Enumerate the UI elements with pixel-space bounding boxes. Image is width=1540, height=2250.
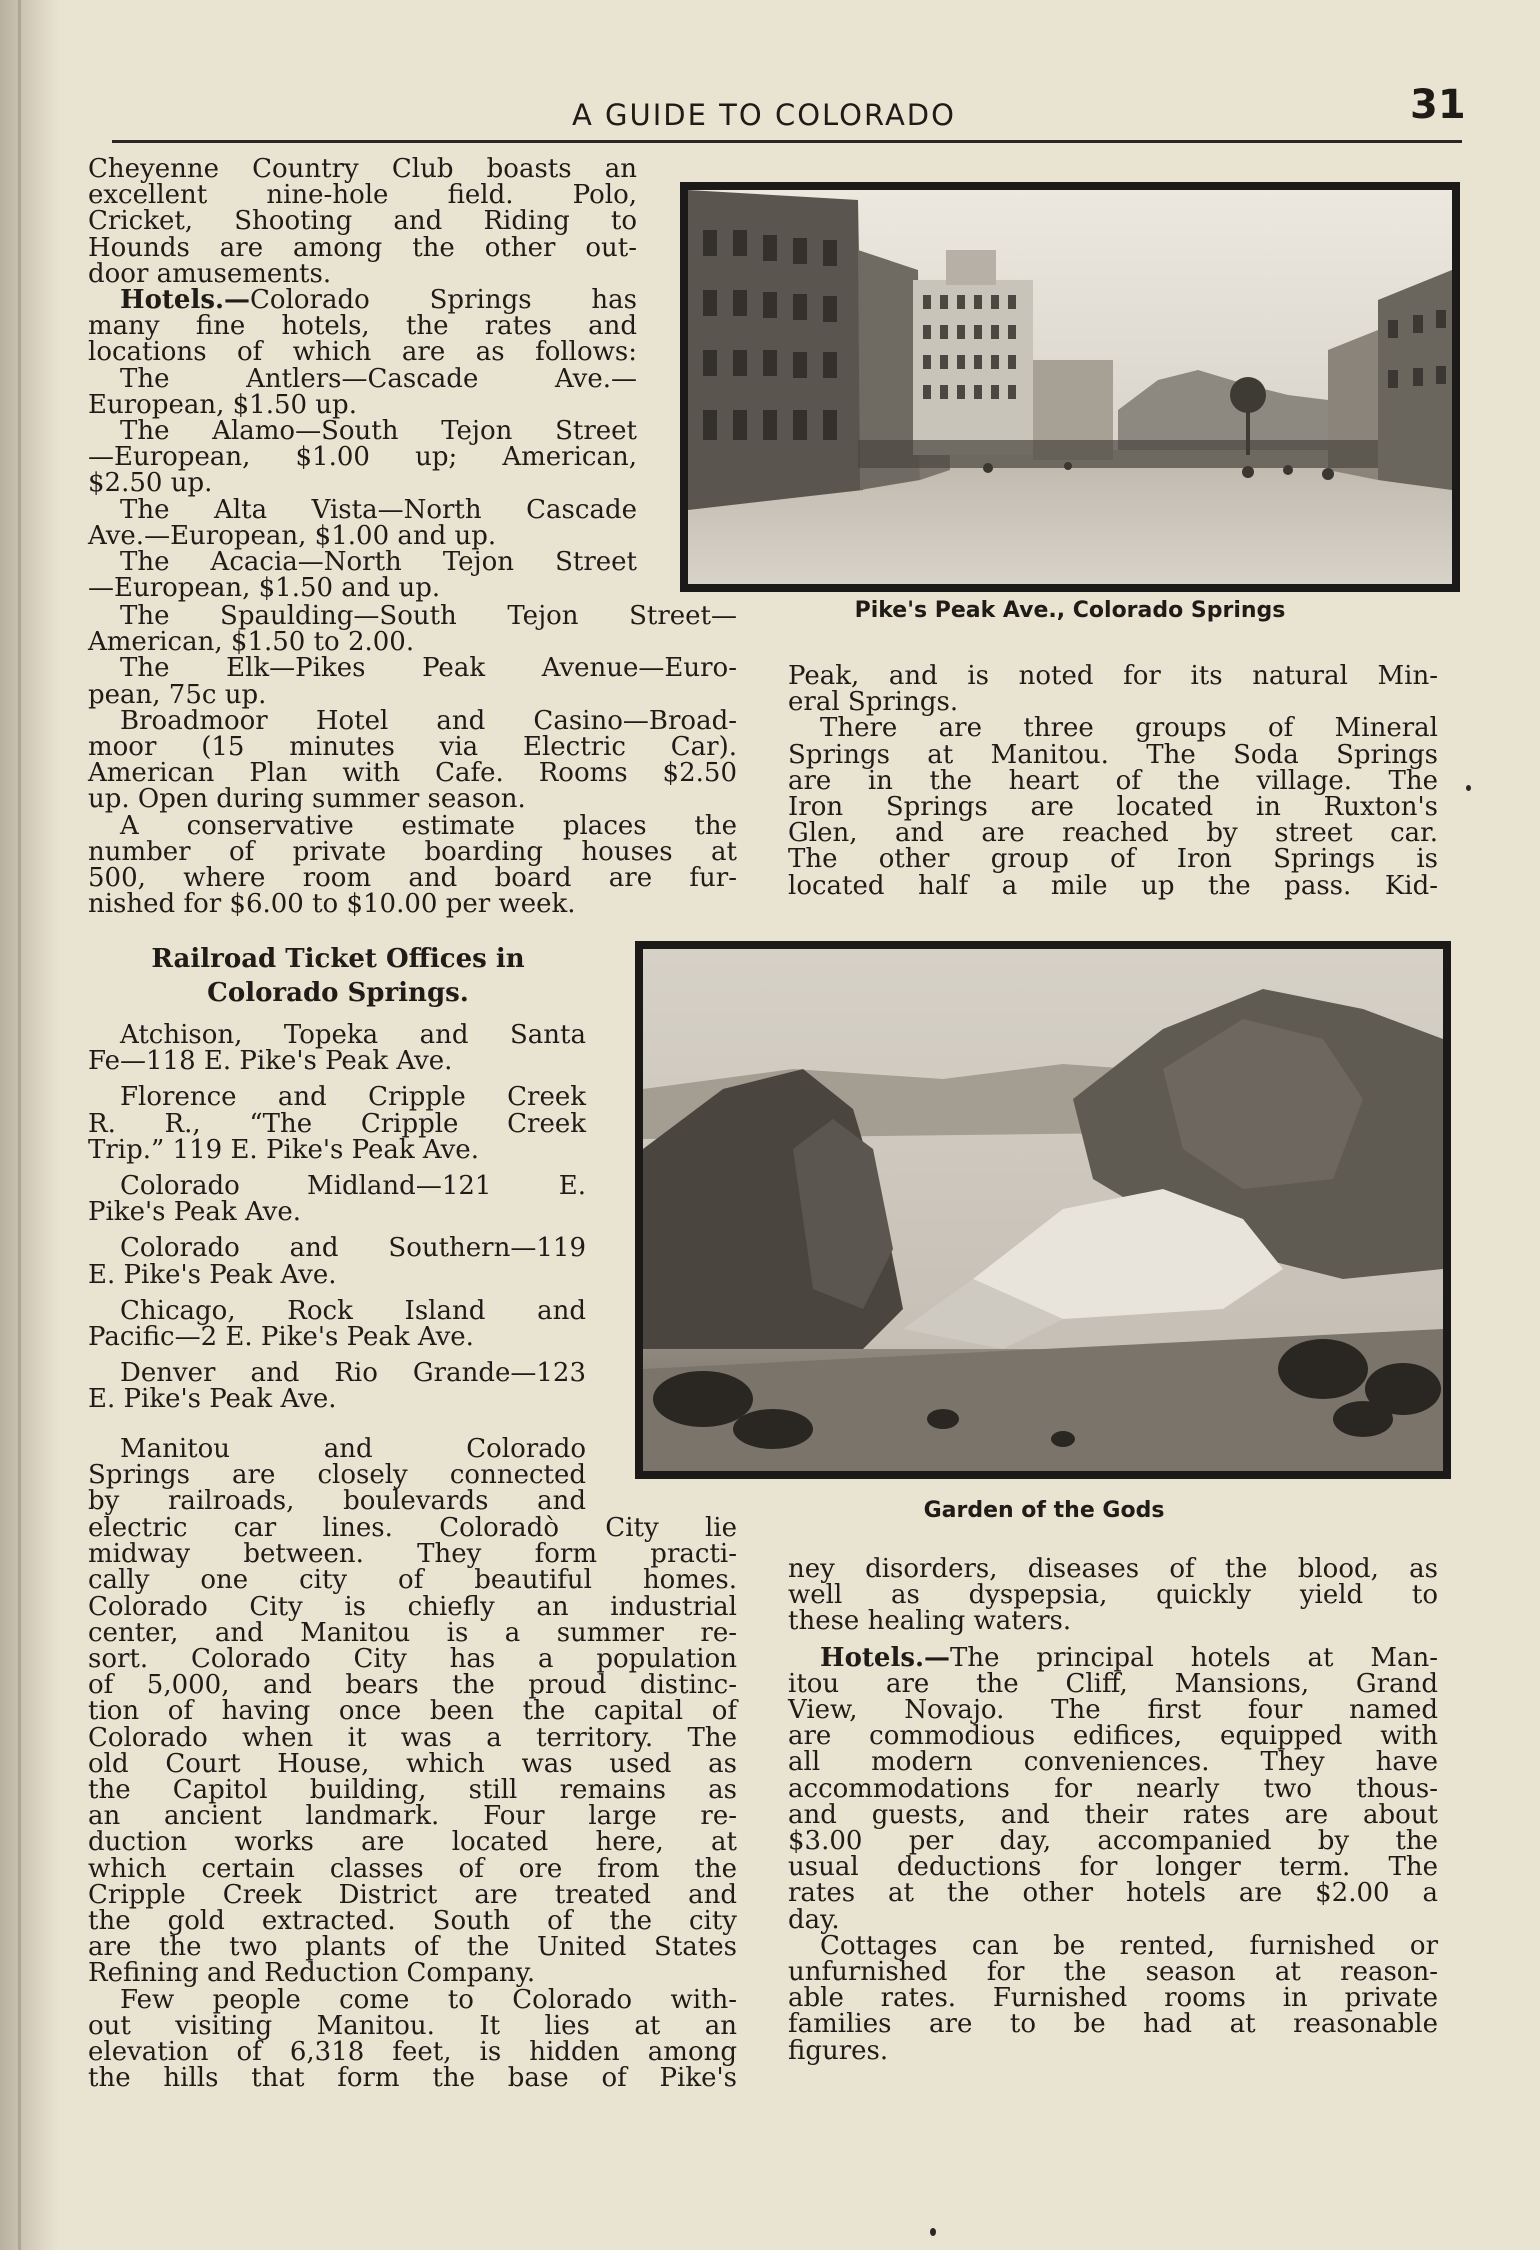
line-text: out visiting Manitou. It lies at an xyxy=(88,2010,737,2041)
street-photo xyxy=(680,182,1460,592)
right-column-manitou-hotels-text xyxy=(788,1556,1438,2064)
text-line xyxy=(788,1606,1438,1637)
running-head: A GUIDE TO COLORADO xyxy=(572,98,956,132)
line-text: Atchison, Topeka and Santa xyxy=(120,1020,586,1050)
text-line xyxy=(88,1197,586,1228)
line-text: The Elk—Pikes Peak Avenue—Euro- xyxy=(120,653,737,684)
line-text: Pacific—2 E. Pike's Peak Ave. xyxy=(88,1322,474,1353)
text-line xyxy=(88,2063,737,2094)
line-text: eral Springs. xyxy=(788,687,959,718)
text-line xyxy=(88,1082,586,1113)
text-line xyxy=(88,1644,737,1675)
line-text: cally one city of beautiful homes. xyxy=(88,1565,737,1596)
text-line xyxy=(88,363,637,394)
text-line xyxy=(88,1046,586,1077)
line-text: are commodious edifices, equipped with xyxy=(788,1721,1438,1752)
text-line xyxy=(88,2010,737,2041)
text-line xyxy=(788,1799,1438,1830)
page-fold xyxy=(18,0,21,2250)
print-speck xyxy=(1466,785,1471,791)
text-line xyxy=(88,442,637,473)
line-text: midway between. They form practi- xyxy=(88,1539,737,1570)
text-line xyxy=(88,863,737,894)
line-text: door amusements. xyxy=(88,258,332,289)
line-text: Cheyenne Country Club boasts an xyxy=(88,154,637,184)
text-line xyxy=(88,1108,586,1139)
text-line xyxy=(88,1801,737,1832)
line-text: Denver and Rio Grande—123 xyxy=(120,1358,586,1389)
text-line xyxy=(788,1668,1438,1699)
line-text: The Spaulding—South Tejon Street— xyxy=(120,601,737,631)
text-line xyxy=(88,784,737,815)
text-line xyxy=(88,1775,737,1806)
line-text: up. Open during summer season. xyxy=(88,784,526,815)
text-line xyxy=(88,603,737,629)
line-text: Iron Springs are located in Ruxton's xyxy=(788,792,1438,823)
text-line xyxy=(88,206,637,237)
line-text: families are to be had at reasonable xyxy=(788,2009,1438,2040)
text-line xyxy=(88,1748,737,1779)
text-line xyxy=(88,758,737,789)
line-text: Springs at Manitou. The Soda Springs xyxy=(788,739,1438,770)
line-text: day. xyxy=(788,1904,840,1935)
line-text: nished for $6.00 to $10.00 per week. xyxy=(88,889,576,920)
text-line xyxy=(88,732,737,763)
text-line xyxy=(88,1722,737,1753)
text-line xyxy=(788,1904,1438,1935)
text-line xyxy=(88,1853,737,1884)
print-speck xyxy=(930,2228,936,2236)
text-line xyxy=(88,1827,737,1858)
text-line xyxy=(88,679,737,710)
text-line xyxy=(788,1930,1438,1961)
line-text: Trip.” 119 E. Pike's Peak Ave. xyxy=(88,1134,479,1165)
line-text: The Acacia—North Tejon Street xyxy=(120,547,637,578)
line-text: Manitou and Colorado xyxy=(120,1434,586,1464)
line-text: number of private boarding houses at xyxy=(88,836,737,867)
text-line xyxy=(88,156,637,182)
text-line xyxy=(88,1984,737,2015)
street-photo-caption: Pike's Peak Ave., Colorado Springs xyxy=(854,598,1286,623)
text-line xyxy=(88,1295,586,1326)
line-text: Cottages can be rented, furnished or xyxy=(820,1930,1438,1961)
railroad-offices-list xyxy=(88,1022,586,1413)
text-line xyxy=(788,1695,1438,1726)
line-text: E. Pike's Peak Ave. xyxy=(88,1384,337,1415)
line-text: which certain classes of ore from the xyxy=(88,1853,737,1884)
line-text: American, $1.50 to 2.00. xyxy=(88,627,415,658)
line-text: —European, $1.50 and up. xyxy=(88,573,441,604)
text-line xyxy=(88,1617,737,1648)
left-column-bottom-text-a xyxy=(88,1436,586,1515)
text-line xyxy=(88,573,637,604)
text-line xyxy=(88,468,637,499)
line-text: excellent nine-hole field. Polo, xyxy=(88,180,637,211)
text-line xyxy=(788,2035,1438,2066)
line-text: these healing waters. xyxy=(788,1606,1072,1637)
line-text: R. R., “The Cripple Creek xyxy=(88,1108,586,1139)
text-line xyxy=(88,1906,737,1937)
line-text: American Plan with Cafe. Rooms $2.50 xyxy=(88,758,737,789)
text-line xyxy=(88,494,637,525)
page-number: 31 xyxy=(1410,82,1466,128)
line-text: duction works are located here, at xyxy=(88,1827,737,1858)
line-text: able rates. Furnished rooms in private xyxy=(788,1983,1438,2014)
text-line xyxy=(88,285,637,316)
run-in-heading: Hotels.— xyxy=(120,285,251,316)
line-text: —European, $1.00 up; American, xyxy=(88,442,637,473)
line-text: the hills that form the base of Pike's xyxy=(88,2063,737,2094)
text-line xyxy=(88,416,637,447)
line-text: Colorado when it was a territory. The xyxy=(88,1722,737,1753)
line-text: Springs are closely connected xyxy=(88,1460,586,1491)
line-text: and guests, and their rates are about xyxy=(788,1799,1438,1830)
left-column-hotel-text xyxy=(88,601,737,920)
line-text: by railroads, boulevards and xyxy=(88,1486,586,1517)
text-line xyxy=(788,663,1438,689)
line-text: 500, where room and board are fur- xyxy=(88,863,737,894)
line-text: Colorado City is chiefly an industrial xyxy=(88,1591,737,1622)
line-text: of 5,000, and bears the proud distinc- xyxy=(88,1670,737,1701)
text-line xyxy=(88,1171,586,1202)
text-line xyxy=(88,1670,737,1701)
line-text: ney disorders, diseases of the blood, as xyxy=(788,1554,1438,1584)
line-text: electric car lines. Coloradò City lie xyxy=(88,1513,737,1543)
line-text: tion of having once been the capital of xyxy=(88,1696,737,1727)
line-text: The principal hotels at Man- xyxy=(950,1642,1438,1673)
line-text: Glen, and are reached by street car. xyxy=(788,818,1438,849)
line-text: Chicago, Rock Island and xyxy=(120,1295,586,1326)
text-line xyxy=(88,1233,586,1264)
left-column-bottom-text-b xyxy=(88,1513,737,2094)
line-text: Few people come to Colorado with- xyxy=(120,1984,737,2015)
text-line xyxy=(788,1747,1438,1778)
line-text: The Antlers—Cascade Ave.— xyxy=(120,363,637,394)
text-line xyxy=(788,1773,1438,1804)
text-line xyxy=(788,1642,1438,1673)
text-line xyxy=(788,2009,1438,2040)
left-column-top-text xyxy=(88,154,637,604)
railroad-heading-line2: Colorado Springs. xyxy=(207,978,469,1008)
line-text: $2.50 up. xyxy=(88,468,213,499)
line-text: all modern conveniences. They have xyxy=(788,1747,1438,1778)
line-text: Fe—118 E. Pike's Peak Ave. xyxy=(88,1046,453,1077)
text-line xyxy=(788,1852,1438,1883)
text-line xyxy=(88,1436,586,1462)
line-text: many fine hotels, the rates and xyxy=(88,311,637,342)
line-text: Cripple Creek District are treated and xyxy=(88,1879,737,1910)
text-line xyxy=(88,1486,586,1517)
right-column-springs-text xyxy=(788,663,1438,899)
line-text: Colorado Springs has xyxy=(250,285,637,316)
text-line xyxy=(88,1879,737,1910)
line-text: locations of which are as follows: xyxy=(88,337,637,368)
line-text: the gold extracted. South of the city xyxy=(88,1906,737,1937)
line-text: Pike's Peak Ave. xyxy=(88,1197,302,1228)
line-text: There are three groups of Mineral xyxy=(820,713,1438,744)
text-line xyxy=(788,870,1438,901)
garden-of-the-gods-illustration xyxy=(643,949,1443,1471)
line-text: Ave.—European, $1.00 and up. xyxy=(88,520,497,551)
line-text: well as dyspepsia, quickly yield to xyxy=(788,1580,1438,1611)
line-text: accommodations for nearly two thous- xyxy=(788,1773,1438,1804)
line-text: old Court House, which was used as xyxy=(88,1748,737,1779)
text-line xyxy=(788,765,1438,796)
text-line xyxy=(88,1259,586,1290)
text-line xyxy=(88,653,737,684)
text-line xyxy=(88,311,637,342)
line-text: View, Novajo. The first four named xyxy=(788,1695,1438,1726)
text-line xyxy=(788,1878,1438,1909)
text-line xyxy=(88,810,737,841)
text-line xyxy=(88,1384,586,1415)
line-text: European, $1.50 up. xyxy=(88,389,357,420)
line-text: figures. xyxy=(788,2035,889,2066)
text-line xyxy=(88,627,737,658)
text-line xyxy=(88,232,637,263)
street-scene-illustration xyxy=(688,190,1452,584)
line-text: Colorado Midland—121 E. xyxy=(120,1171,586,1202)
text-line xyxy=(88,705,737,736)
line-text: an ancient landmark. Four large re- xyxy=(88,1801,737,1832)
line-text: the Capitol building, still remains as xyxy=(88,1775,737,1806)
text-line xyxy=(88,337,637,368)
line-text: are the two plants of the United States xyxy=(88,1932,737,1963)
line-text: Broadmoor Hotel and Casino—Broad- xyxy=(120,705,737,736)
text-line xyxy=(88,889,737,920)
text-line xyxy=(788,1556,1438,1582)
line-text: Florence and Cripple Creek xyxy=(120,1082,586,1113)
line-text: Hounds are among the other out- xyxy=(88,232,637,263)
line-text: The other group of Iron Springs is xyxy=(788,844,1438,875)
header-rule xyxy=(112,140,1462,143)
text-line xyxy=(88,1539,737,1570)
text-line xyxy=(88,1322,586,1353)
line-text: Colorado and Southern—119 xyxy=(120,1233,586,1264)
text-line xyxy=(88,1022,586,1048)
line-text: rates at the other hotels are $2.00 a xyxy=(788,1878,1438,1909)
text-line xyxy=(88,1932,737,1963)
line-text: sort. Colorado City has a population xyxy=(88,1644,737,1675)
text-line xyxy=(88,2037,737,2068)
railroad-offices-heading xyxy=(88,942,588,1010)
line-text: elevation of 6,318 feet, is hidden among xyxy=(88,2037,737,2068)
line-text: center, and Manitou is a summer re- xyxy=(88,1617,737,1648)
run-in-heading: Hotels.— xyxy=(820,1642,951,1673)
text-line xyxy=(788,792,1438,823)
page-shadow xyxy=(0,0,60,2250)
text-line xyxy=(88,1958,737,1989)
line-text: The Alta Vista—North Cascade xyxy=(120,494,637,525)
line-text: usual deductions for longer term. The xyxy=(788,1852,1438,1883)
line-text: E. Pike's Peak Ave. xyxy=(88,1259,337,1290)
garden-photo-caption: Garden of the Gods xyxy=(923,1498,1165,1523)
text-line xyxy=(788,1957,1438,1988)
text-line xyxy=(88,180,637,211)
text-line xyxy=(788,739,1438,770)
line-text: Cricket, Shooting and Riding to xyxy=(88,206,637,237)
text-line xyxy=(788,818,1438,849)
text-line xyxy=(88,1358,586,1389)
text-line xyxy=(88,258,637,289)
text-line xyxy=(88,547,637,578)
line-text: unfurnished for the season at reason- xyxy=(788,1957,1438,1988)
text-line xyxy=(788,687,1438,718)
text-line xyxy=(788,1826,1438,1857)
text-line xyxy=(88,836,737,867)
garden-photo xyxy=(635,941,1451,1479)
text-line xyxy=(88,389,637,420)
line-text: itou are the Cliff, Mansions, Grand xyxy=(788,1668,1438,1699)
line-text: $3.00 per day, accompanied by the xyxy=(788,1826,1438,1857)
line-text: A conservative estimate places the xyxy=(120,810,737,841)
text-line xyxy=(88,1696,737,1727)
line-text: located half a mile up the pass. Kid- xyxy=(788,870,1438,901)
text-line xyxy=(88,1460,586,1491)
text-line xyxy=(788,1983,1438,2014)
text-line xyxy=(88,1134,586,1165)
text-line xyxy=(788,1580,1438,1611)
line-text: The Alamo—South Tejon Street xyxy=(120,416,637,447)
line-text: moor (15 minutes via Electric Car). xyxy=(88,732,737,763)
text-line xyxy=(788,713,1438,744)
railroad-heading-line1: Railroad Ticket Offices in xyxy=(151,944,525,974)
line-text: pean, 75c up. xyxy=(88,679,267,710)
line-text: Refining and Reduction Company. xyxy=(88,1958,536,1989)
text-line xyxy=(88,1591,737,1622)
text-line xyxy=(88,520,637,551)
line-text: are in the heart of the village. The xyxy=(788,765,1438,796)
line-text: Peak, and is noted for its natural Min- xyxy=(788,661,1438,691)
text-line xyxy=(88,1565,737,1596)
text-line xyxy=(788,1721,1438,1752)
text-line xyxy=(788,844,1438,875)
